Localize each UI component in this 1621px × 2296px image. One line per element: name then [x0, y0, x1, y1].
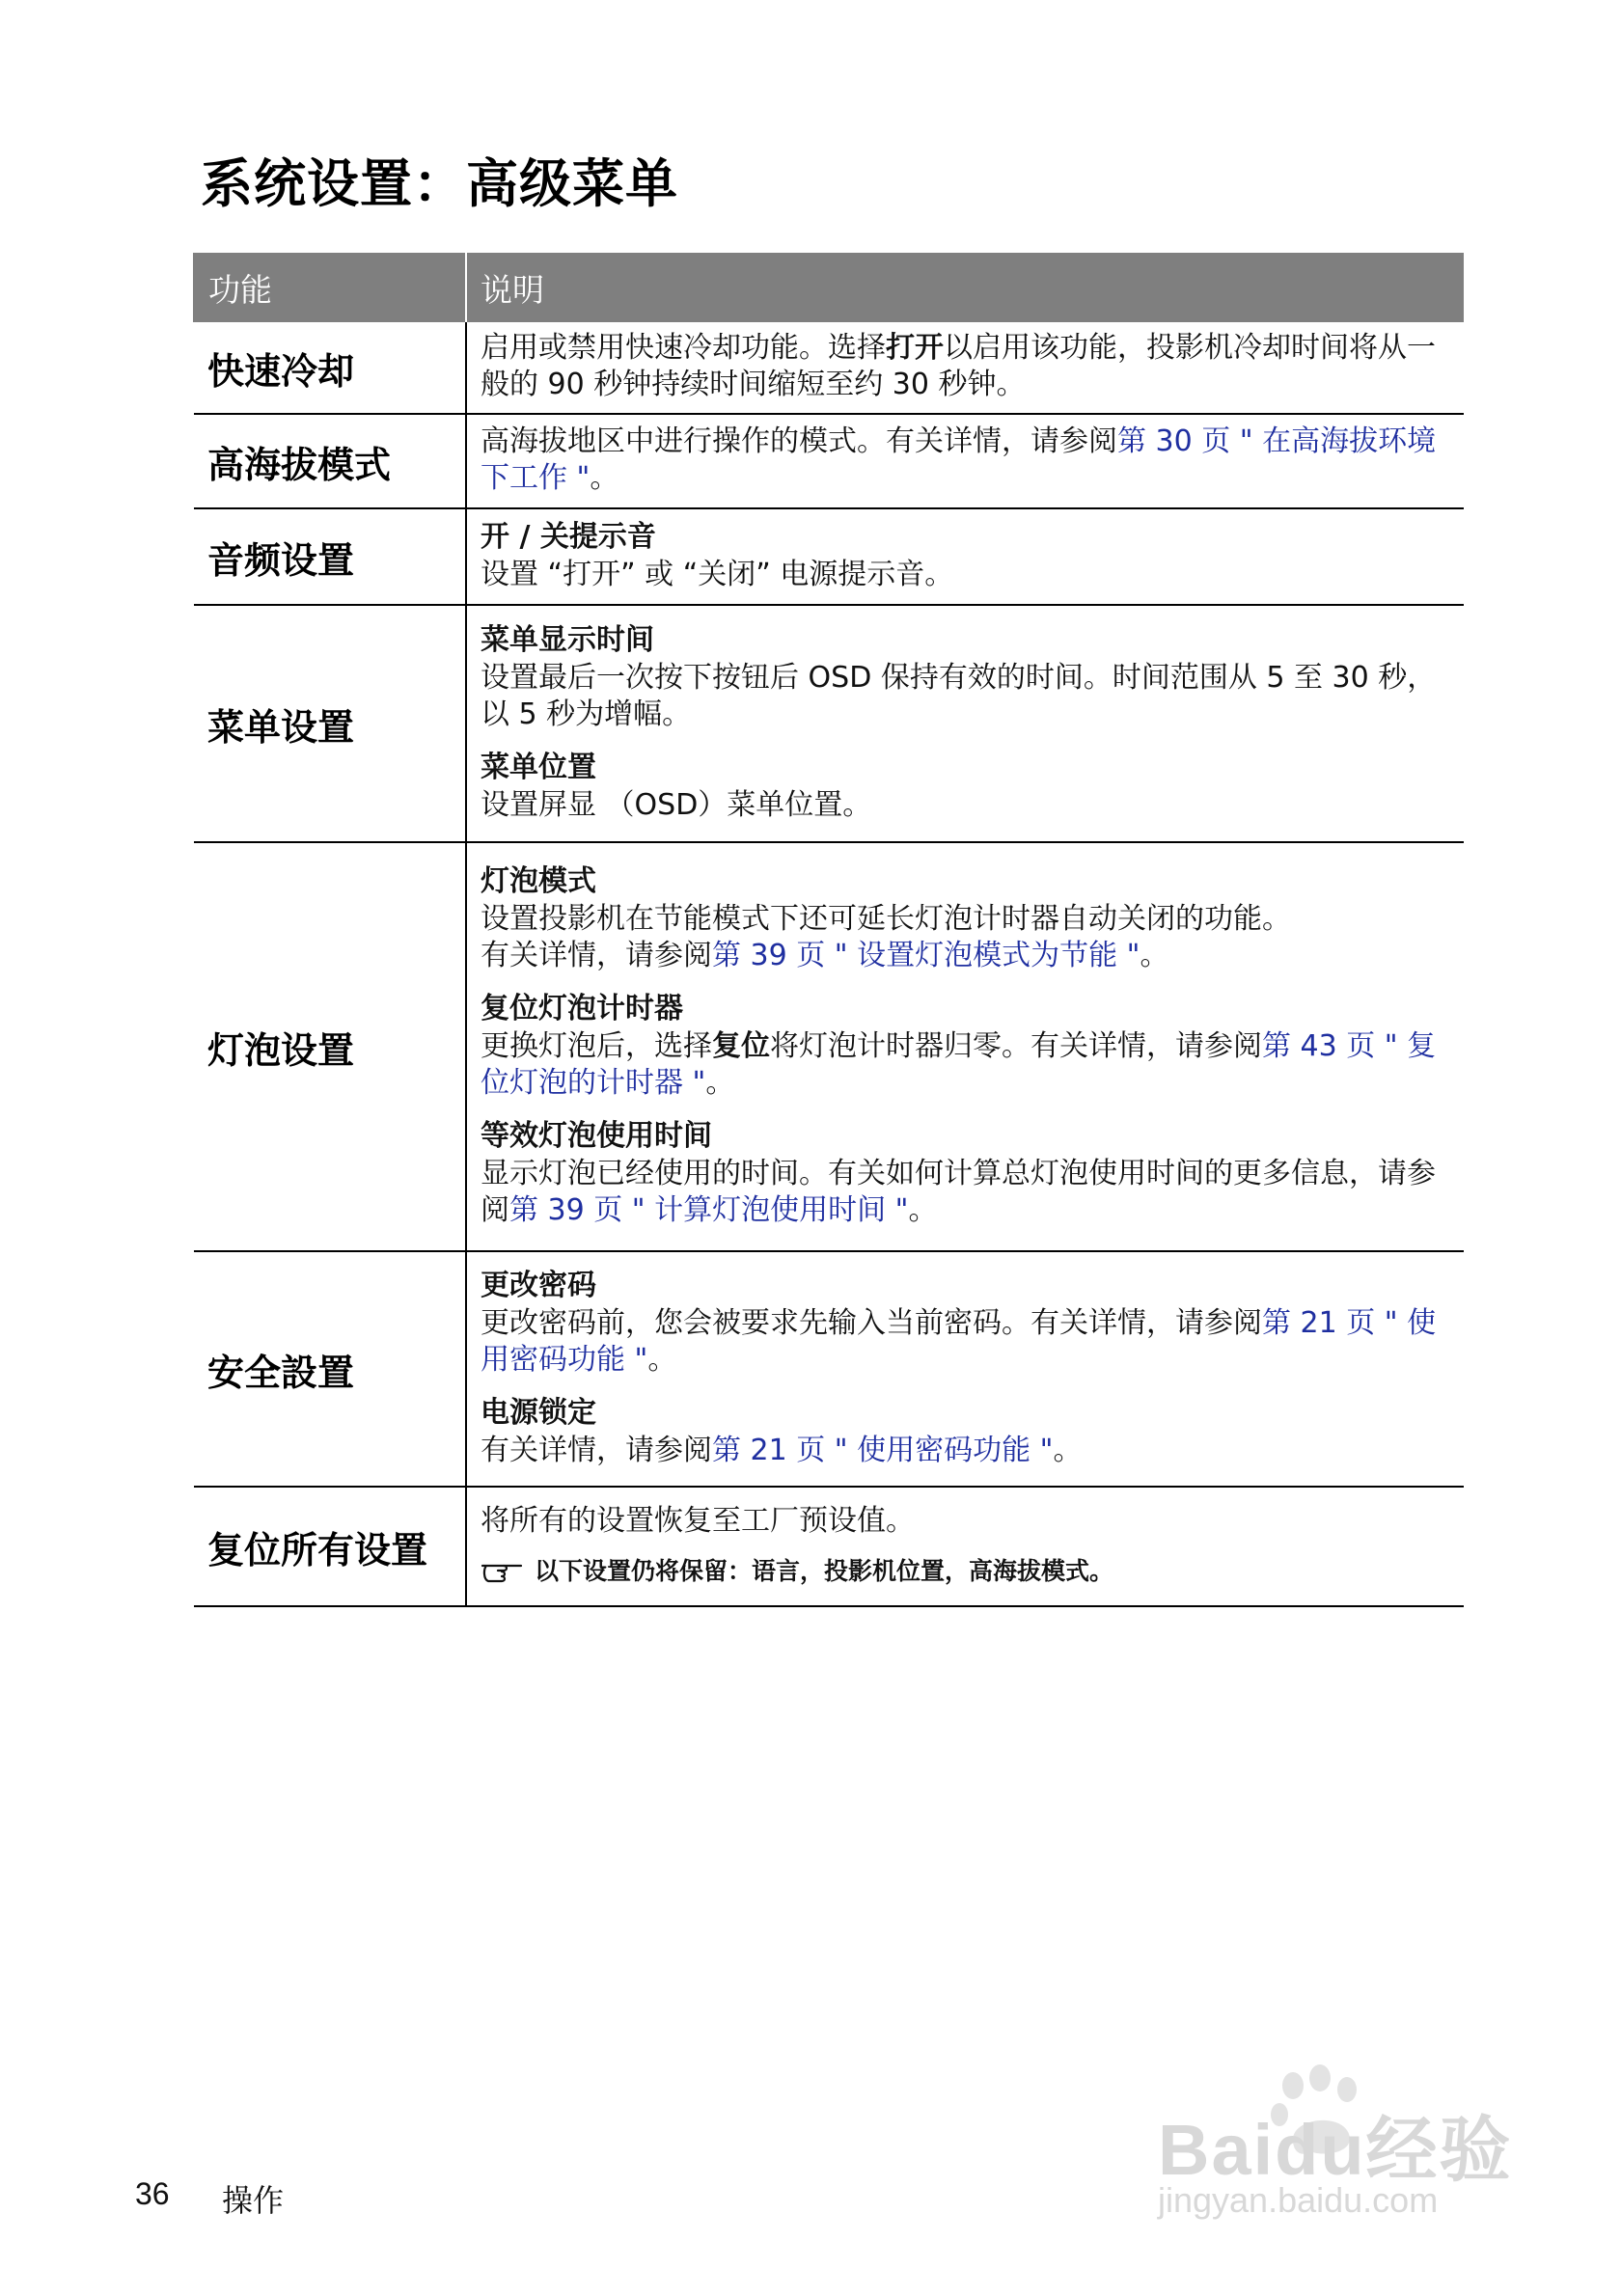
description-text — [481, 1156, 1442, 1229]
page-reference-link[interactable]: 第 43 页 " 复位灯泡的计时器 " — [481, 1029, 1437, 1100]
description-text — [481, 787, 1442, 824]
description-block — [481, 749, 1442, 824]
description-text — [481, 557, 1442, 593]
table-header-row — [194, 253, 1464, 322]
sub-option-title: 电源锁定 — [481, 1396, 596, 1430]
function-name: 高海拔模式 — [194, 414, 466, 508]
function-name: 音频设置 — [194, 508, 466, 605]
header-description: 说明 — [466, 253, 1464, 322]
table-row — [194, 605, 1464, 842]
description-block — [481, 1117, 1442, 1229]
text-segment: 更改密码前，您会被要求先输入当前密码。有关详情，请参阅 — [481, 1306, 1262, 1340]
description-block — [481, 1394, 1442, 1469]
table-row — [194, 508, 1464, 605]
function-name: 安全設置 — [194, 1251, 466, 1487]
description-text — [481, 901, 1442, 974]
text-segment: 将灯泡计时器归零。有关详情，请参阅 — [770, 1029, 1262, 1063]
description-text — [481, 330, 1442, 403]
function-description — [466, 414, 1464, 508]
watermark-logo: Baidu经验 — [1158, 2110, 1513, 2190]
table-row — [194, 322, 1464, 414]
text-segment: 。 — [705, 1066, 735, 1100]
function-name: 快速冷却 — [194, 322, 466, 414]
table-row — [194, 414, 1464, 508]
table-body — [194, 322, 1464, 1606]
sub-option-title: 菜单显示时间 — [481, 623, 654, 657]
sub-option-title: 等效灯泡使用时间 — [481, 1119, 712, 1153]
text-segment: 。 — [1140, 939, 1169, 972]
function-description — [466, 1251, 1464, 1487]
text-segment: 高海拔地区中进行操作的模式。有关详情，请参阅 — [481, 424, 1117, 458]
table-row — [194, 1251, 1464, 1487]
description-block — [481, 990, 1442, 1102]
sub-option-title: 更改密码 — [481, 1269, 596, 1302]
description-text — [481, 1305, 1442, 1379]
function-name: 复位所有设置 — [194, 1487, 466, 1606]
emphasized-option: 打开 — [886, 331, 944, 365]
function-description — [466, 842, 1464, 1251]
description-text — [481, 424, 1442, 497]
text-segment: 启用或禁用快速冷却功能。选择 — [481, 331, 886, 365]
text-segment: 。 — [590, 461, 619, 495]
description-block — [481, 518, 1442, 593]
function-description — [466, 1487, 1464, 1606]
sub-option-title: 灯泡模式 — [481, 864, 596, 898]
text-segment: 显示灯泡已经使用的时间。有关如何计算总灯泡使用时间的更多信息，请参阅 — [481, 1157, 1436, 1227]
sub-option-title: 开 / 关提示音 — [481, 520, 656, 554]
function-description — [466, 322, 1464, 414]
text-segment: 设置投影机在节能模式下还可延长灯泡计时器自动关闭的功能。 — [481, 902, 1291, 936]
text-segment: 。 — [647, 1343, 677, 1377]
description-text — [481, 1503, 1442, 1540]
page-title: 系统设置：高级菜单 — [201, 153, 678, 214]
text-segment: 有关详情，请参阅 — [481, 1434, 712, 1467]
settings-table — [193, 253, 1464, 1607]
description-block — [481, 424, 1442, 497]
sub-option-title: 复位灯泡计时器 — [481, 992, 683, 1025]
text-segment: 将所有的设置恢复至工厂预设值。 — [481, 1504, 915, 1538]
header-function: 功能 — [194, 253, 466, 322]
footer-page-number: 36 — [135, 2176, 170, 2211]
description-block — [481, 330, 1442, 403]
page-reference-link[interactable]: 第 21 页 " 使用密码功能 " — [481, 1306, 1437, 1377]
function-description — [466, 605, 1464, 842]
page-reference-link[interactable]: 第 39 页 " 计算灯泡使用时间 " — [509, 1193, 909, 1227]
note-text: 以下设置仍将保留：语言，投影机位置，高海拔模式。 — [535, 1557, 1114, 1585]
description-block — [481, 621, 1442, 733]
description-text — [481, 1028, 1442, 1102]
function-description — [466, 508, 1464, 605]
description-block — [481, 862, 1442, 974]
description-text — [481, 1433, 1442, 1469]
page-reference-link[interactable]: 第 39 页 " 设置灯泡模式为节能 " — [712, 939, 1140, 972]
text-segment: 更换灯泡后，选择 — [481, 1029, 712, 1063]
text-segment: 以启用该功能，投影机冷却时间将从一般的 90 秒钟持续时间缩短至约 30 秒钟。 — [481, 331, 1436, 401]
text-segment: 。 — [1053, 1434, 1083, 1467]
page-reference-link[interactable]: 第 30 页 " 在高海拔环境下工作 " — [481, 424, 1437, 495]
watermark-url: jingyan.baidu.com — [1158, 2180, 1439, 2220]
text-segment: 有关详情，请参阅 — [481, 939, 712, 972]
note — [481, 1555, 1442, 1588]
pointing-hand-icon — [481, 1558, 525, 1585]
sub-option-title: 菜单位置 — [481, 751, 596, 784]
description-block — [481, 1503, 1442, 1540]
emphasized-option: 复位 — [712, 1029, 770, 1063]
page-reference-link[interactable]: 第 21 页 " 使用密码功能 " — [712, 1434, 1054, 1467]
description-block — [481, 1267, 1442, 1379]
table-row — [194, 1487, 1464, 1606]
table-row — [194, 842, 1464, 1251]
description-text — [481, 660, 1442, 733]
text-segment: 。 — [908, 1193, 938, 1227]
function-name: 灯泡设置 — [194, 842, 466, 1251]
text-segment: 设置 “打开” 或 “关闭” 电源提示音。 — [481, 558, 954, 591]
text-segment: 设置最后一次按下按钮后 OSD 保持有效的时间。时间范围从 5 至 30 秒，以 5 秒为增幅。 — [481, 661, 1437, 731]
function-name: 菜单设置 — [194, 605, 466, 842]
footer-section: 操作 — [222, 2182, 285, 2219]
text-segment: 设置屏显 （OSD）菜单位置。 — [481, 788, 872, 822]
